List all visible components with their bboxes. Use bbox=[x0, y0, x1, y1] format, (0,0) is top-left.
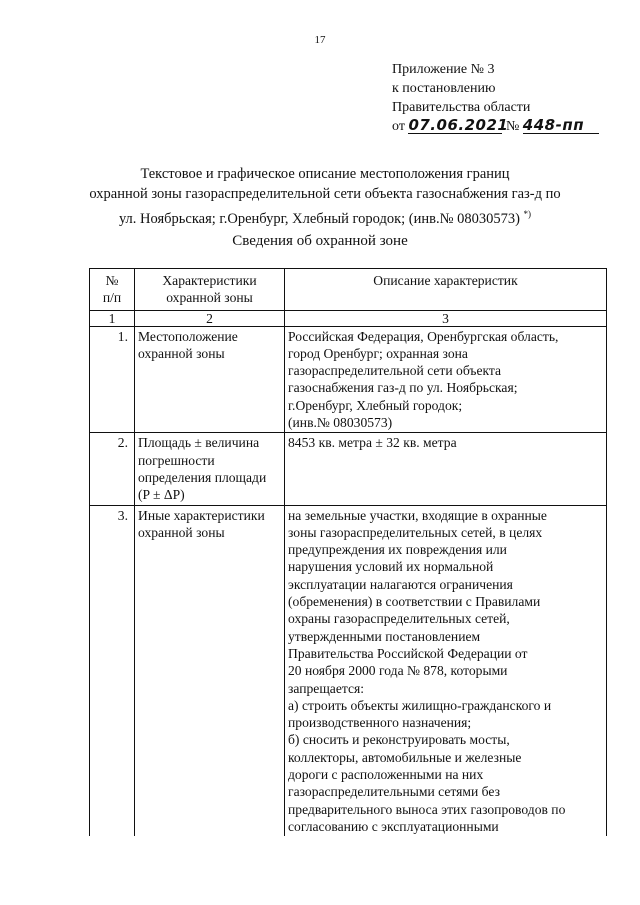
cell-text: 8453 кв. метра ± 32 кв. метра bbox=[288, 435, 457, 451]
header-description bbox=[285, 269, 607, 311]
header-characteristics bbox=[135, 269, 285, 311]
handwritten-date: 07.06.2021 bbox=[408, 116, 509, 134]
column-number: 1 bbox=[90, 310, 135, 326]
header-text: № п/п bbox=[102, 273, 122, 306]
cell-text: Площадь ± величина погрешности определения площади (P ± ΔP) bbox=[138, 435, 267, 503]
appendix-date-line bbox=[392, 117, 599, 136]
footnote-mark: *) bbox=[523, 209, 532, 219]
row-number: 3. bbox=[90, 505, 135, 836]
number-label: № bbox=[505, 119, 520, 134]
section-subtitle: Сведения об охранной зоне bbox=[232, 233, 408, 249]
cell-text: Российская Федерация, Оренбургская область, город Оренбург; охранная зона газораспределительной сети объекта газоснабжения газ-д по ул. Ноябрьская; г.Оренбург, Хлебный городок; (инв.№ 08030573) bbox=[288, 328, 559, 431]
appendix-line: Правительства области bbox=[392, 100, 531, 115]
cell-text: Иные характеристики охранной зоны bbox=[138, 507, 265, 540]
header-text: Характеристики охранной зоны bbox=[162, 273, 257, 306]
table-row bbox=[90, 326, 607, 433]
page-number: 17 bbox=[314, 34, 326, 46]
row-description bbox=[285, 326, 607, 433]
protection-zone-table bbox=[89, 268, 607, 836]
appendix-line: к постановлению bbox=[392, 81, 496, 96]
title-line: охранной зоны газораспределительной сети объекта газоснабжения газ-д по bbox=[89, 186, 561, 202]
row-number: 1. bbox=[90, 326, 135, 433]
appendix-line: Приложение № 3 bbox=[392, 62, 495, 77]
column-number-row bbox=[90, 310, 607, 326]
row-description bbox=[285, 505, 607, 836]
header-text: Описание характеристик bbox=[373, 273, 518, 288]
document-title bbox=[60, 164, 590, 229]
title-line: ул. Ноябрьская; г.Оренбург, Хлебный городок; (инв.№ 08030573) bbox=[118, 210, 520, 227]
row-characteristic bbox=[135, 326, 285, 433]
title-line-3 bbox=[60, 204, 590, 229]
cell-text: Местоположение охранной зоны bbox=[138, 328, 238, 361]
title-line: Текстовое и графическое описание местоположения границ bbox=[140, 166, 510, 182]
header-number bbox=[90, 269, 135, 311]
row-characteristic bbox=[135, 433, 285, 505]
row-description bbox=[285, 433, 607, 505]
column-number: 3 bbox=[285, 310, 607, 326]
cell-text: на земельные участки, входящие в охранные зоны газораспределительных сетей, в целях предупреждения их повреждения или нарушения условий их нормальной эксплуатации налагаются ограничения (обременения) в соответствии с Правилами охраны газораспределительных сетей, утвержденными постановлением Правительства Российской Федерации от 20 ноября 2000 года № 878, которыми запрещается: а) строить объекты жилищно-гражданского и производственного назначения; б) сносить и реконструировать мосты, коллекторы, автомобильные и железные дороги с расположенными на них газораспределительными сетями без предварительного выноса этих газопроводов по согласованию с эксплуатационными bbox=[288, 507, 566, 834]
table-header-row bbox=[90, 269, 607, 311]
from-label: от bbox=[392, 119, 405, 134]
appendix-block bbox=[392, 60, 599, 136]
handwritten-number: 448-пп bbox=[523, 117, 599, 134]
column-number: 2 bbox=[135, 310, 285, 326]
row-number: 2. bbox=[90, 433, 135, 505]
table-row bbox=[90, 505, 607, 836]
row-characteristic bbox=[135, 505, 285, 836]
table-row bbox=[90, 433, 607, 505]
